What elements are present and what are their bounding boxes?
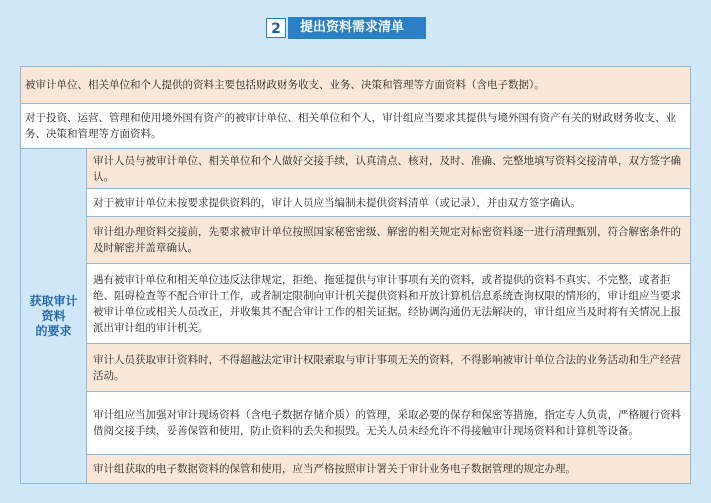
requirements-label: 获取审计 资料 的要求	[29, 293, 78, 338]
requirement-item	[87, 455, 690, 483]
requirement-item	[87, 149, 690, 189]
requirement-item	[87, 264, 690, 344]
section-number: 2	[266, 18, 286, 38]
section-title: 提出资料需求清单	[288, 17, 426, 39]
table-row	[21, 67, 690, 104]
requirement-text: 审计组应当加强对审计现场资料（含电子数据存储介质）的管理，采取必要的保存和保密等措施，指定专人负责，严格履行资料借阅交接手续，妥善保管和使用，防止资料的丢失和损毁。无关人员未经允许不得接触审计现场资料和计算机等设备。	[93, 409, 681, 437]
requirements-table	[20, 66, 691, 484]
table-row	[21, 104, 690, 149]
requirement-text: 审计人员与被审计单位、相关单位和个人做好交接手续，认真清点、核对，及时、准确、完整地填写资料交接清单，双方签字确认。	[93, 154, 681, 183]
row-text: 被审计单位、相关单位和个人提供的资料主要包括财政财务收支、业务、决策和管理等方面资料（含电子数据）。	[25, 79, 545, 91]
requirement-item	[87, 217, 690, 264]
requirement-text: 审计组办理资料交接前，先要求被审计单位按照国家秘密密级、解密的相关规定对标密资料逐一进行清理甄别，符合解密条件的及时解密并盖章确认。	[93, 226, 681, 254]
requirement-item	[87, 344, 690, 392]
requirement-item	[87, 392, 690, 455]
row-text: 对于投资、运营、管理和使用境外国有资产的被审计单位、相关单位和个人，审计组应当要求其提供与境外国有资产有关的财政财务收支、业务、决策和管理等方面资料。	[25, 112, 676, 140]
requirement-item	[87, 189, 690, 217]
requirement-text: 对于被审计单位未按要求提供资料的，审计人员应当编制未提供资料清单（或记录），并由双方签字确认。	[93, 196, 582, 209]
requirements-label-cell	[21, 149, 87, 483]
requirement-text: 审计人员获取审计资料时，不得超越法定审计权限索取与审计事项无关的资料，不得影响被审计单位合法的业务活动和生产经营活动。	[93, 353, 681, 382]
requirement-text: 遇有被审计单位和相关单位违反法律规定，拒绝、拖延提供与审计事项有关的资料，或者提供的资料不真实、不完整，或者拒绝、阻碍检查等不配合审计工作，或者制定限制向审计机关提供资料和开放计算机信息系统查询权限的情形的，审计组应当要求被审计单位或相关人员改正，并收集其不配合审计工作的相关证据。经协调沟通仍无法解决的，审计组应当及时将有关情况上报派出审计组的审计机关。	[93, 273, 681, 334]
requirement-text: 审计组获取的电子数据资料的保管和使用，应当严格按照审计署关于审计业务电子数据管理的规定办理。	[93, 463, 576, 475]
section-header	[266, 17, 426, 39]
